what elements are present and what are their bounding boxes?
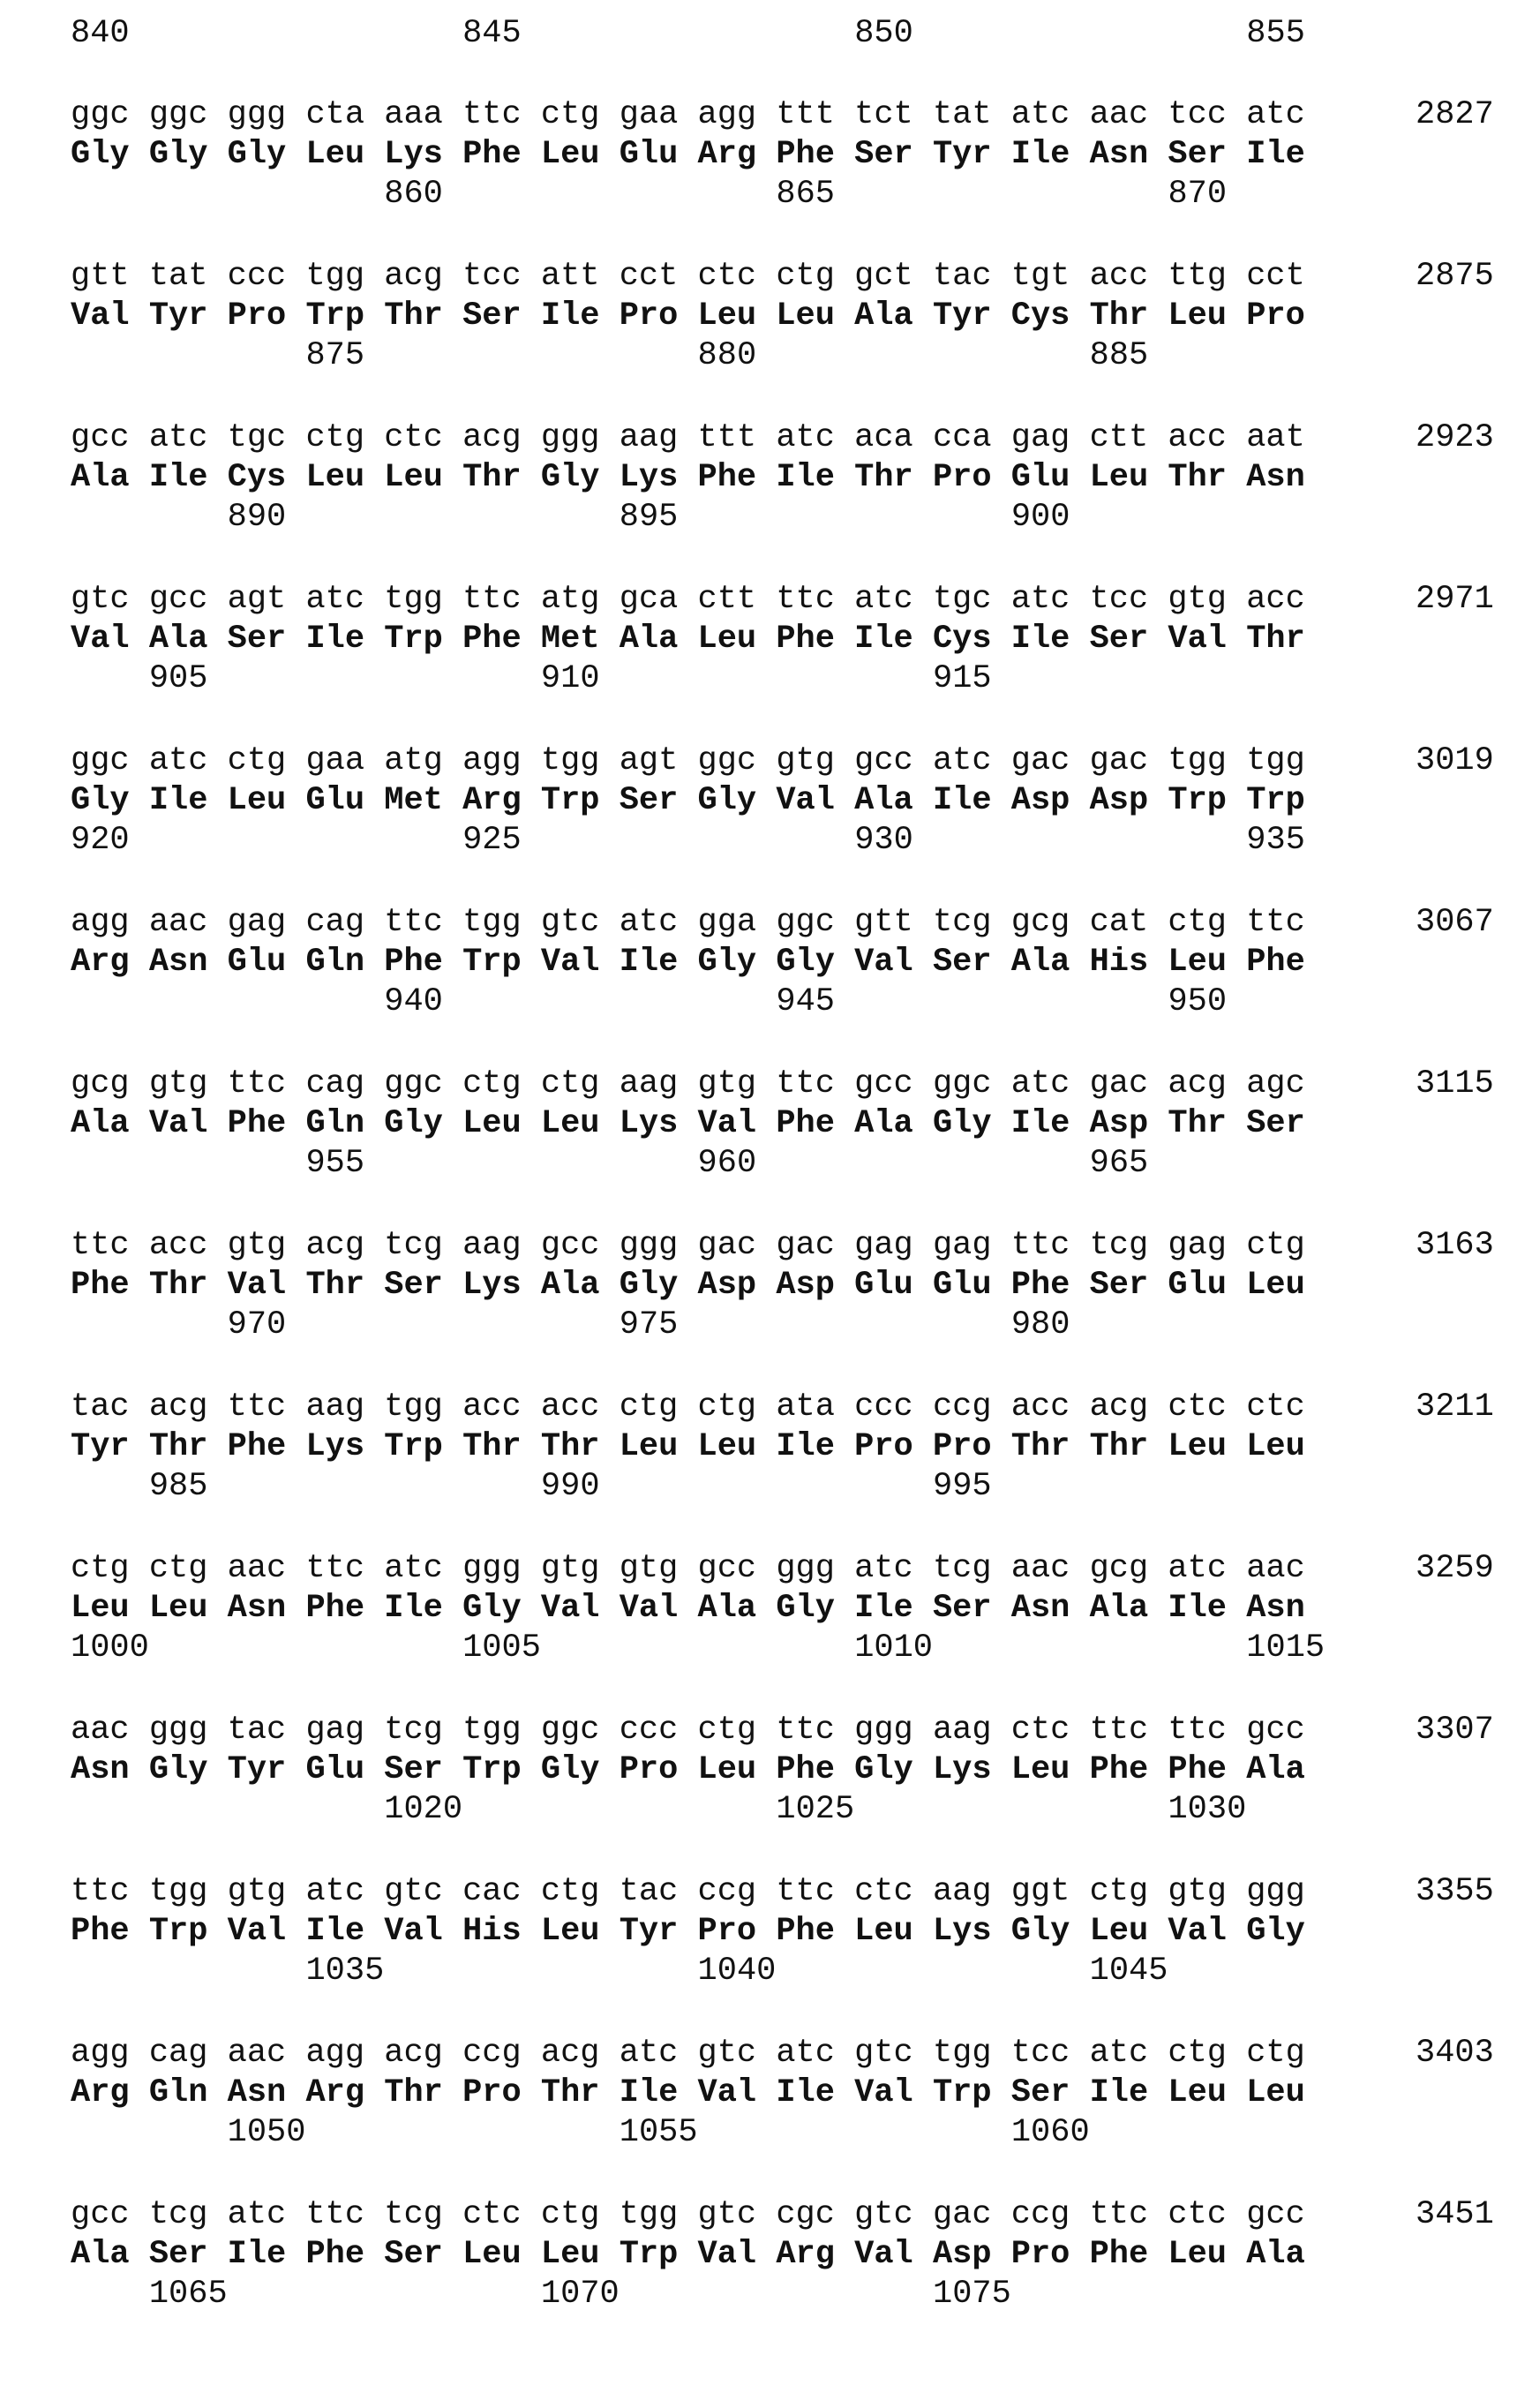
residue-number: 905 xyxy=(149,660,208,697)
residue-number: 1055 xyxy=(620,2114,698,2151)
nucleotide-position: 3211 xyxy=(1416,1388,1494,1426)
nucleotide-position: 3259 xyxy=(1416,1549,1494,1588)
residue-number: 1005 xyxy=(462,1629,541,1667)
nucleotide-line: gtc gcc agt atc tgg ttc atg gca ctt ttc atc tgc atc tcc gtg acc xyxy=(71,580,1305,619)
residue-number-line xyxy=(71,1952,1168,1990)
nucleotide-line: ggc ggc ggg cta aaa ttc ctg gaa agg ttt tct tat atc aac tcc atc xyxy=(71,95,1305,134)
residue-number-line xyxy=(71,1629,1325,1667)
residue-number: 910 xyxy=(541,660,600,697)
nucleotide-position: 3115 xyxy=(1416,1065,1494,1103)
nucleotide-line: ttc acc gtg acg tcg aag gcc ggg gac gac gag gag ttc tcg gag ctg xyxy=(71,1226,1305,1265)
residue-number: 865 xyxy=(776,176,835,213)
residue-number-line xyxy=(71,821,1305,860)
residue-number: 885 xyxy=(1090,337,1149,374)
amino-acid-line: Phe Trp Val Ile Val His Leu Tyr Pro Phe Leu Lys Gly Leu Val Gly xyxy=(71,1912,1305,1951)
nucleotide-position: 3067 xyxy=(1416,903,1494,942)
residue-number: 965 xyxy=(1090,1145,1149,1182)
residue-number: 995 xyxy=(933,1468,992,1505)
nucleotide-line: ttc tgg gtg atc gtc cac ctg tac ccg ttc ctc aag ggt ctg gtg ggg xyxy=(71,1872,1305,1911)
residue-number: 850 xyxy=(854,15,913,52)
nucleotide-line: tac acg ttc aag tgg acc acc ctg ctg ata ccc ccg acc acg ctc ctc xyxy=(71,1388,1305,1426)
amino-acid-line: Gly Ile Leu Glu Met Arg Trp Ser Gly Val Ala Ile Asp Asp Trp Trp xyxy=(71,781,1305,820)
nucleotide-position: 2827 xyxy=(1416,95,1494,134)
residue-number: 895 xyxy=(620,499,679,536)
residue-number: 1070 xyxy=(541,2276,620,2313)
nucleotide-line: gtt tat ccc tgg acg tcc att cct ctc ctg gct tac tgt acc ttg cct xyxy=(71,257,1305,296)
residue-number: 845 xyxy=(462,15,522,52)
residue-number: 985 xyxy=(149,1468,208,1505)
residue-number: 860 xyxy=(384,176,443,213)
amino-acid-line: Val Ala Ser Ile Trp Phe Met Ala Leu Phe Ile Cys Ile Ser Val Thr xyxy=(71,620,1305,658)
residue-number: 1045 xyxy=(1090,1953,1168,1990)
residue-number-line xyxy=(71,175,1227,214)
residue-number: 870 xyxy=(1168,176,1227,213)
amino-acid-line: Phe Thr Val Thr Ser Lys Ala Gly Asp Asp Glu Glu Phe Ser Glu Leu xyxy=(71,1266,1305,1305)
amino-acid-line: Asn Gly Tyr Glu Ser Trp Gly Pro Leu Phe Gly Lys Leu Phe Phe Ala xyxy=(71,1750,1305,1789)
residue-number-line xyxy=(71,659,992,698)
residue-number: 1010 xyxy=(854,1629,933,1667)
residue-number: 940 xyxy=(384,983,443,1020)
nucleotide-position: 3403 xyxy=(1416,2034,1494,2073)
residue-number: 950 xyxy=(1168,983,1227,1020)
amino-acid-line: Tyr Thr Phe Lys Trp Thr Thr Leu Leu Ile Pro Pro Thr Thr Leu Leu xyxy=(71,1427,1305,1466)
residue-number: 1065 xyxy=(149,2276,228,2313)
nucleotide-position: 3307 xyxy=(1416,1711,1494,1750)
residue-number-line xyxy=(71,1467,992,1506)
residue-number: 900 xyxy=(1011,499,1070,536)
nucleotide-line: ctg ctg aac ttc atc ggg gtg gtg gcc ggg atc tcg aac gcg atc aac xyxy=(71,1549,1305,1588)
residue-number: 855 xyxy=(1246,15,1305,52)
residue-number-line xyxy=(71,336,1148,375)
residue-number: 1060 xyxy=(1011,2114,1090,2151)
residue-number-line xyxy=(71,1790,1246,1829)
header-residue-numbers xyxy=(71,14,1305,53)
amino-acid-line: Leu Leu Asn Phe Ile Gly Val Val Ala Gly Ile Ser Asn Ala Ile Asn xyxy=(71,1589,1305,1628)
residue-number-line xyxy=(71,1144,1148,1183)
residue-number: 1050 xyxy=(228,2114,306,2151)
nucleotide-position: 2971 xyxy=(1416,580,1494,619)
amino-acid-line: Arg Asn Glu Gln Phe Trp Val Ile Gly Gly Val Ser Ala His Leu Phe xyxy=(71,943,1305,982)
nucleotide-line: agg aac gag cag ttc tgg gtc atc gga ggc gtt tcg gcg cat ctg ttc xyxy=(71,903,1305,942)
residue-number: 955 xyxy=(305,1145,364,1182)
residue-number: 920 xyxy=(71,822,130,859)
amino-acid-line: Ala Ser Ile Phe Ser Leu Leu Trp Val Arg Val Asp Pro Phe Leu Ala xyxy=(71,2235,1305,2274)
nucleotide-line: aac ggg tac gag tcg tgg ggc ccc ctg ttc ggg aag ctc ttc ttc gcc xyxy=(71,1711,1305,1750)
residue-number: 945 xyxy=(776,983,835,1020)
nucleotide-line: ggc atc ctg gaa atg agg tgg agt ggc gtg gcc atc gac gac tgg tgg xyxy=(71,741,1305,780)
amino-acid-line: Arg Gln Asn Arg Thr Pro Thr Ile Val Ile Val Trp Ser Ile Leu Leu xyxy=(71,2073,1305,2112)
residue-number: 930 xyxy=(854,822,913,859)
nucleotide-position: 3451 xyxy=(1416,2195,1494,2234)
residue-number: 1075 xyxy=(933,2276,1011,2313)
nucleotide-position: 3163 xyxy=(1416,1226,1494,1265)
residue-number-line xyxy=(71,498,1070,537)
residue-number: 970 xyxy=(228,1306,287,1343)
residue-number: 990 xyxy=(541,1468,600,1505)
nucleotide-line: gcc tcg atc ttc tcg ctc ctg tgg gtc cgc gtc gac ccg ttc ctc gcc xyxy=(71,2195,1305,2234)
residue-number: 1040 xyxy=(698,1953,777,1990)
nucleotide-position: 2875 xyxy=(1416,257,1494,296)
residue-number: 925 xyxy=(462,822,522,859)
residue-number-line xyxy=(71,982,1227,1021)
residue-number: 1000 xyxy=(71,1629,149,1667)
nucleotide-position: 2923 xyxy=(1416,418,1494,457)
residue-number-line xyxy=(71,2113,1090,2152)
residue-number: 960 xyxy=(698,1145,757,1182)
residue-number-line xyxy=(71,2275,1011,2314)
residue-number: 1035 xyxy=(305,1953,384,1990)
residue-number: 935 xyxy=(1246,822,1305,859)
residue-number: 1020 xyxy=(384,1791,462,1828)
residue-number: 875 xyxy=(305,337,364,374)
amino-acid-line: Val Tyr Pro Trp Thr Ser Ile Pro Leu Leu Ala Tyr Cys Thr Leu Pro xyxy=(71,297,1305,335)
nucleotide-position: 3019 xyxy=(1416,741,1494,780)
residue-number: 880 xyxy=(698,337,757,374)
residue-number-line xyxy=(71,1306,1070,1344)
nucleotide-line: agg cag aac agg acg ccg acg atc gtc atc gtc tgg tcc atc ctg ctg xyxy=(71,2034,1305,2073)
amino-acid-line: Ala Val Phe Gln Gly Leu Leu Lys Val Phe Ala Gly Ile Asp Thr Ser xyxy=(71,1104,1305,1143)
nucleotide-position: 3355 xyxy=(1416,1872,1494,1911)
residue-number: 1030 xyxy=(1168,1791,1246,1828)
residue-number: 1025 xyxy=(776,1791,854,1828)
nucleotide-line: gcc atc tgc ctg ctc acg ggg aag ttt atc aca cca gag ctt acc aat xyxy=(71,418,1305,457)
residue-number: 975 xyxy=(620,1306,679,1343)
residue-number: 890 xyxy=(228,499,287,536)
residue-number: 915 xyxy=(933,660,992,697)
amino-acid-line: Gly Gly Gly Leu Lys Phe Leu Glu Arg Phe Ser Tyr Ile Asn Ser Ile xyxy=(71,135,1305,174)
nucleotide-line: gcg gtg ttc cag ggc ctg ctg aag gtg ttc gcc ggc atc gac acg agc xyxy=(71,1065,1305,1103)
residue-number: 840 xyxy=(71,15,130,52)
residue-number: 1015 xyxy=(1246,1629,1325,1667)
residue-number: 980 xyxy=(1011,1306,1070,1343)
amino-acid-line: Ala Ile Cys Leu Leu Thr Gly Lys Phe Ile Thr Pro Glu Leu Thr Asn xyxy=(71,458,1305,497)
